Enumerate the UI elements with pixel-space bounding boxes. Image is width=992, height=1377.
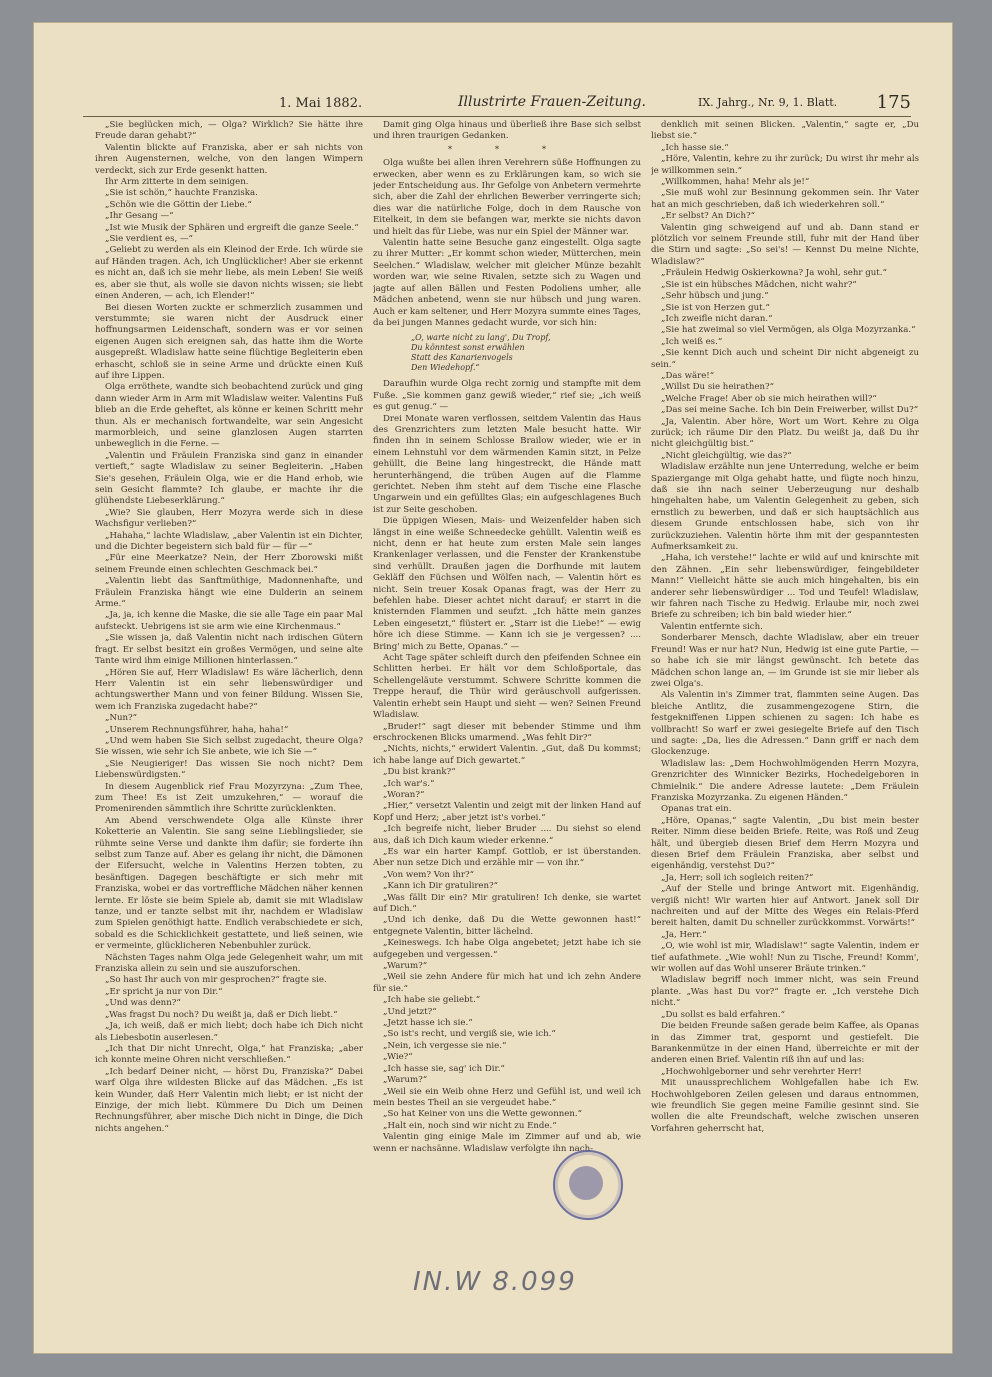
paragraph: „Und ich denke, daß Du die Wette gewonnen hast!“ entgegnete Valentin, bitter lächelnd.: [373, 915, 641, 937]
paragraph: „Ja, Herr.“: [661, 929, 707, 940]
paragraph: Die beiden Freunde saßen gerade beim Kaffee, als Opanas in das Zimmer trat, gespornt und gestiefelt. Die Barankenmütze in der einen Hand, überreichte er mit der anderen einen Brief. Valentin riß ihn auf und las:: [651, 1021, 919, 1066]
page-number: 175: [876, 92, 911, 113]
paragraph: „Valentin und Fräulein Franziska sind ganz in einander vertieft,“ sagte Wladislaw zu seiner Begleiterin. „Haben Sie's gesehen, Fräulein Olga, wie er die Hand erhob, wie sein Gesicht flammte? Ich glaube, er machte ihr die glühendste Liebeserklärung.“: [95, 450, 363, 507]
newspaper-title: Illustrirte Frauen-Zeitung.: [458, 94, 646, 110]
paragraph: „So hast Ihr auch von mir gesprochen?“ fragte sie.: [105, 975, 327, 986]
issue-date: 1. Mai 1882.: [279, 96, 363, 111]
paragraph: Drei Monate waren verflossen, seitdem Valentin das Haus des Grenzrichters zum letzten Male besucht hatte. Wir finden ihn in seinem Schlosse Brailow wieder, wie er in einem Lehnstuhl vor dem wärmenden Kamin sitzt, in Pelze gehüllt, die Beine lang hingestreckt, die Hände matt herunterhängend, die trüben Augen auf die Flamme gerichtet. Neben ihm steht auf dem Tische eine Flasche Ungarwein und ein gefülltes Glas; ein aufgeschlagenes Buch ist zur Seite geschoben.: [373, 413, 641, 515]
paragraph: Am Abend verschwendete Olga alle Künste ihrer Koketterie an Valentin. Sie sang seine Lieblingslieder, sie rühmte seine Verse und dankte ihm dafür; sie forderte ihn selbst zum Tanze auf. Aber es gelang ihr nicht, die Dämonen der Eifersucht, welche in Valentins Herzen tobten, zu besänftigen. Dagegen beschäftigte er sich mehr mit Franziska, wobei er das vortreffliche Mädchen näher kennen lernte. Er löste sie beim Spiele ab, damit sie mit Wladislaw tanze, und er tanzte selbst mit ihr, nachdem er Wladislaw zum Spielen genöthigt hatte. Endlich verabschiedete er sich, sobald es die Schicklichkeit gestattete, und ließ seinen, wie er vermeinte, glücklicheren Nebenbuhler zurück.: [95, 815, 363, 952]
paragraph: „Von wem? Von ihr?“: [383, 869, 475, 880]
page-header: [83, 94, 911, 117]
paragraph: „Nicht gleichgültig, wie das?“: [661, 450, 792, 461]
paragraph: „Welche Frage! Aber ob sie mich heirathen will?“: [661, 393, 877, 404]
paragraph: „Für eine Meerkatze? Nein, der Herr Zborowski mißt seinem Freunde einen schlechten Geschmack bei.“: [95, 553, 363, 575]
paragraph: „Sie ist von Herzen gut.“: [661, 302, 770, 313]
paragraph: „Sie Neugieriger! Das wissen Sie noch nicht? Dem Liebenswürdigsten.“: [95, 758, 363, 781]
paragraph: „Unserem Rechnungsführer, haha, haha!“: [105, 724, 289, 735]
paragraph: „Und wem haben Sie Sich selbst zugedacht, theure Olga? Sie wissen, wie sehr ich Sie anbete, wie ich Sie —“: [95, 735, 363, 758]
paragraph: „Sie hat zweimal so viel Vermögen, als Olga Mozyrzanka.“: [661, 325, 916, 336]
paragraph: Wladislaw begriff noch immer nicht, was sein Freund plante. „Was hast Du vor?“ fragte er. „Ich verstehe Dich nicht.“: [651, 975, 919, 1009]
paragraph: „Willst Du sie heirathen?“: [661, 382, 775, 393]
paragraph: „Jetzt hasse ich sie.“: [383, 1018, 473, 1029]
paragraph: „Ja, ja, ich kenne die Maske, die sie alle Tage ein paar Mal aufsteckt. Uebrigens ist sie arm wie eine Kirchenmaus.“: [95, 610, 363, 632]
paragraph: „Er spricht ja nur von Dir.“: [105, 986, 223, 997]
paragraph: „Er selbst? An Dich?“: [661, 211, 755, 222]
poem: [411, 333, 641, 373]
paragraph: Bei diesen Worten zuckte er schmerzlich zusammen und verstummte; sie waren nicht der Ausdruck einer hoffnungsarmen Leidenschaft, sondern was er vor seinen eigenen Augen sich ereignen sah, das hatte ihm die Worte ausgepreßt. Wladislaw hatte seine flüchtige Begleiterin eben erhascht, schloß sie in seine Arme und drückte einen Kuß auf ihre Lippen.: [95, 302, 363, 381]
paragraph: „Keineswegs. Ich habe Olga angebetet; jetzt habe ich sie aufgegeben und vergessen.“: [373, 938, 641, 960]
paragraph: „Du bist krank?“: [383, 767, 456, 778]
paragraph: „Sie kennt Dich auch und scheint Dir nicht abgeneigt zu sein.“: [651, 348, 919, 370]
paragraph: „Warum?“: [383, 1075, 428, 1086]
paragraph: Wladislaw las: „Dem Hochwohlmögenden Herrn Mozyra, Grenzrichter des Winnicker Bezirks, Hochedelgeboren in Chmielnik.“ Die andere Adresse lautete: „Dem Fräulein Franziska Mozyrzanka. Zu eigenen Händen.“: [651, 758, 919, 803]
paragraph: Valentin entfernte sich.: [661, 621, 763, 632]
text-column-2: [373, 120, 641, 1220]
paragraph: „Weil sie zehn Andere für mich hat und ich zehn Andere für sie.“: [373, 972, 641, 994]
paragraph: „Was fragst Du noch? Du weißt ja, daß er Dich liebt.“: [105, 1009, 338, 1020]
paragraph: „Höre, Valentin, kehre zu ihr zurück; Du wirst ihr mehr als je willkommen sein.“: [651, 154, 919, 176]
paragraph: „Ich weiß es.“: [661, 336, 723, 347]
paragraph: „Das wäre!“: [661, 370, 715, 381]
paragraph: Valentin ging schweigend auf und ab. Dann stand er plötzlich vor seinem Freunde still, fuhr mit der Hand über die Stirn und sagte: „So sei's! — Kennst Du meine Nichte, Wladislaw?“: [651, 222, 919, 267]
issue-info: IX. Jahrg., Nr. 9, 1. Blatt.: [698, 96, 838, 109]
paragraph: „Es war ein harter Kampf. Gottlob, er ist überstanden. Aber nun setze Dich und erzähle mir — von ihr.“: [373, 846, 641, 869]
paragraph: Sonderbarer Mensch, dachte Wladislaw, aber ein treuer Freund! Was er nur hat? Nun, Hedwig ist eine gute Partie, — so habe ich sie mir längst gewünscht. Ich betete das Mädchen schon lange an, — im Grunde ist sie mir lieber als zwei Olga's.: [651, 633, 919, 689]
paragraph: „Sie verdient es, —“: [105, 234, 193, 245]
poem-line: Statt des Kanarienvogels: [411, 353, 513, 363]
paragraph: „Ja, Herr; soll ich sogleich reiten?“: [661, 872, 814, 883]
text-column-3: [651, 120, 919, 1190]
paragraph: „Wie? Sie glauben, Herr Mozyra werde sich in diese Wachsfigur verlieben?“: [95, 507, 363, 530]
paragraph: „Hochwohlgeborner und sehr verehrter Herr!: [661, 1066, 862, 1077]
paragraph: Valentin blickte auf Franziska, aber er sah nichts von ihren Augensternen, welche, von den langen Wimpern verdeckt, sich zur Erde gesenkt hatten.: [95, 142, 363, 176]
paragraph: „Auf der Stelle und bringe Antwort mit. Eigenhändig, vergiß nicht! Wir warten hier auf Antwort. Janek soll Dir nachreiten und auf der Mitte des Weges ein Relais-Pferd bereit halten, damit Du schneller zurückkommst. Vorwärts!“: [651, 884, 919, 929]
paragraph: „Weil sie ein Weib ohne Herz und Gefühl ist, und weil ich mein bestes Theil an sie vergeudet habe.“: [373, 1086, 641, 1108]
paragraph: Wladislaw erzählte nun jene Unterredung, welche er beim Spaziergange mit Olga gehabt hatte, und fügte noch hinzu, daß sie ihn nach seiner Ueberzeugung nur deshalb hingehalten habe, um Valentin Gelegenheit zu geben, sich ernstlich zu bewerben, und daß er sich hauptsächlich aus diesem Grunde entschlossen habe, sich von ihr zurückzuziehen. Valentin hörte ihm mit der gespanntesten Aufmerksamkeit zu.: [651, 462, 919, 553]
paragraph: „Ihr Gesang —“: [105, 211, 174, 222]
paragraph: „Kann ich Dir gratuliren?“: [383, 881, 499, 892]
paragraph: „Nein, ich vergesse sie nie.“: [383, 1040, 507, 1051]
paragraph: „Valentin liebt das Sanftmüthige, Madonnenhafte, und Fräulein Franziska hängt wie eine Dulderin an seinem Arme.“: [95, 576, 363, 610]
paragraph: Valentin hatte seine Besuche ganz eingestellt. Olga sagte zu ihrer Mutter: „Er kommt schon wieder, Mütterchen, mein Seelchen.“ Wladislaw, welcher mit gleicher Münze bezahlt worden war, wie seine Rivalen, setzte sich zu Wagen und jagte auf allen Bällen und Festen Podoliens umher, alle Mädchen anbetend, wenn sie nur hübsch und jung waren. Auch er kam seltener, und Herr Mozyra summte eines Tages, da bei jungen Mannes gedacht wurde, vor sich hin:: [373, 238, 641, 328]
paragraph: „Und jetzt?“: [383, 1006, 437, 1017]
paragraph: „Warum?“: [383, 961, 428, 972]
paragraph: „Ich hasse sie, sag' ich Dir.“: [383, 1063, 505, 1074]
paragraph: „Und was denn?“: [105, 998, 181, 1009]
paragraph: Valentin ging einige Male im Zimmer auf und ab, wie wenn er nachsänne. Wladislaw verfolgte ihn nach-: [373, 1132, 641, 1154]
paragraph: Daraufhin wurde Olga recht zornig und stampfte mit dem Fuße. „Sie kommen ganz gewiß wieder,“ rief sie; „ich weiß es gut genug.“ —: [373, 379, 641, 413]
paragraph: Acht Tage später schleift durch den pfeifenden Schnee ein Schlitten herbei. Er hält vor dem Schloßportale, das Schellengeläute verstummt. Schwere Schritte kommen die Treppe herauf, die Thür wird geräuschvoll aufgerissen. Valentin erhebt sein Haupt und sieht — wen? Seinen Freund Wladislaw.: [373, 653, 641, 721]
paragraph: In diesem Augenblick rief Frau Mozyrzyna: „Zum Thee, zum Thee! Es ist Zeit umzukehren,“ — worauf die Promenirenden sämmtlich ihre Schritte zurücklenkten.: [95, 781, 363, 815]
paragraph: „Sehr hübsch und jung.“: [661, 291, 769, 302]
paragraph: „Sie muß wohl zur Besinnung gekommen sein. Ihr Vater hat an mich geschrieben, daß ich wiederkehren soll.“: [651, 188, 919, 210]
paragraph: Mit unaussprechlichem Wohlgefallen habe ich Ew. Hochwohlgeboren Zeilen gelesen und daraus entnommen, wie freundlich Sie gegen meine Familie gesinnt sind. Sie wollen die alte Freundschaft, welche zwischen unseren Vorfahren geherrscht hat,: [651, 1078, 919, 1134]
paragraph: „Hier,“ versetzt Valentin und zeigt mit der linken Hand auf Kopf und Herz; „aber jetzt ist's vorbei.“: [373, 801, 641, 823]
paragraph: „Ich zweifle nicht daran.“: [661, 313, 773, 324]
paragraph: „Ich begreife nicht, lieber Bruder .... Du siehst so elend aus, daß ich Dich kaum wieder erkenne.“: [373, 824, 641, 846]
paragraph: „Geliebt zu werden als ein Kleinod der Erde. Ich würde sie auf Händen tragen. Ach, ich Unglücklicher! Aber sie erkennt es nicht an, daß ich sie mehr liebe, als mein Leben! Sie weiß es, aber sie thut, als wolle sie davon nichts wissen; sie liebt einen Anderen, — ach, ich Elender!“: [95, 245, 363, 302]
paragraph: „So ist's recht, und vergiß sie, wie ich.“: [383, 1029, 556, 1040]
paragraph: „Halt ein, noch sind wir nicht zu Ende.“: [383, 1120, 557, 1131]
paragraph: Als Valentin in's Zimmer trat, flammten seine Augen. Das bleiche Antlitz, die zusammengezogene Stirn, die festgekniffenen Lippen schienen zu sagen: Ich habe es vollbracht! So warf er zwei gesiegelte Briefe auf den Tisch und sagte: „Da, lies die Adressen.“ Dann griff er nach dem Glockenzuge.: [651, 690, 919, 758]
paragraph: „Willkommen, haha! Mehr als je!“: [661, 177, 810, 188]
paragraph: Ihr Arm zitterte in dem seinigen.: [105, 177, 249, 188]
paragraph: „Ich habe sie geliebt.“: [383, 995, 481, 1006]
section-divider: * * *: [447, 144, 567, 155]
paragraph: „Fräulein Hedwig Oskierkowna? Ja wohl, sehr gut.“: [661, 268, 887, 279]
paragraph: „Ja, ich weiß, daß er mich liebt; doch habe ich Dich nicht als Liebesbotin auserlesen.“: [95, 1021, 363, 1043]
paragraph: „Hören Sie auf, Herr Wladislaw! Es wäre lächerlich, denn Herr Valentin ist ein sehr liebenswürdiger und achtungswerther Mann und von feiner Bildung. Wissen Sie, wem ich Franziska zugedacht habe?“: [95, 667, 363, 712]
paragraph: „Ich that Dir nicht Unrecht, Olga,“ hat Franziska; „aber ich konnte meine Ohren nicht verschließen.“: [95, 1043, 363, 1066]
newspaper-page: [33, 22, 953, 1354]
paragraph: Opanas trat ein.: [661, 804, 732, 815]
poem-line: „O, warte nicht zu lang', Du Tropf,: [411, 333, 551, 343]
paragraph: „Du sollst es bald erfahren.“: [661, 1009, 786, 1020]
paragraph: „Nichts, nichts,“ erwidert Valentin. „Gut, daß Du kommst; ich habe lange auf Dich gewartet.“: [373, 744, 641, 766]
paragraph: „Sie wissen ja, daß Valentin nicht nach irdischen Gütern fragt. Er selbst besitzt ein großes Vermögen, und seine alte Tante wird ihm einige Millionen hinterlassen.“: [95, 633, 363, 667]
paragraph: „Ich bedarf Deiner nicht, — hörst Du, Franziska?“ Dabei warf Olga ihre wildesten Blicke auf das Mädchen. „Es ist kein Wunder, daß Herr Valentin mich liebt; er ist nicht der Einzige, der mich liebt. Kümmere Du Dich um Deinen Rechnungsführer, aber mische Dich nicht in Dinge, die Dich nichts angehen.“: [95, 1066, 363, 1134]
archive-number: IN.W 8.099: [413, 1267, 577, 1297]
paragraph: „Woran?“: [383, 789, 425, 800]
paragraph: „Sie beglücken mich, — Olga? Wirklich? Sie hätte ihre Freude daran gehabt?“: [95, 120, 363, 142]
paragraph: denklich mit seinen Blicken. „Valentin,“ sagte er, „Du liebst sie.“: [651, 120, 919, 142]
paragraph: Die üppigen Wiesen, Mais- und Weizenfelder haben sich längst in eine weiße Schneedecke gehüllt. Valentin weiß es nicht, denn er hat heute zum ersten Male sein langes Krankenlager verlassen, und die Fenster der Krankenstube sind verhüllt. Draußen jagen die Dorfhunde mit lautem Gekläff den Füchsen und Wölfen nach, — Valentin hört es nicht. Sein treuer Kosak Opanas fragt, was der Herr zu befehlen habe. Dieser achtet nicht darauf; er starrt in die knisternden Flammen und seufzt. „Ich hätte mein ganzes Leben eingesetzt,“ flüstert er. „Starr ist die Liebe!“ — ewig höre ich diese Stimme. — Kann ich sie je vergessen? .... Bring' mich zu Bette, Opanas.“ —: [373, 516, 641, 652]
poem-line: Du könntest sonst erwählen: [411, 343, 525, 353]
paragraph: „Nun?“: [105, 713, 138, 724]
paragraph: „Ist wie Musik der Sphären und ergreift die ganze Seele.“: [105, 222, 359, 233]
paragraph: „Sie ist ein hübsches Mädchen, nicht wahr?“: [661, 279, 857, 290]
paragraph: „Ja, Valentin. Aber höre, Wort um Wort. Kehre zu Olga zurück; ich räume Dir den Platz. Du weißt ja, daß Du ihr nicht gleichgültig bist.“: [651, 416, 919, 450]
paragraph: „Ich war's.“: [383, 778, 435, 789]
paragraph: Olga erröthete, wandte sich beobachtend zurück und ging dann wieder Arm in Arm mit Wladislaw weiter. Valentins Fuß blieb an die Erde geheftet, als könne er keinen Schritt mehr thun. Als er mechanisch fortwandelte, war sein Angesicht marmorbleich, und seine glanzlosen Augen starrten unbeweglich in die Ferne. —: [95, 382, 363, 450]
paragraph: „O, wie wohl ist mir, Wladislaw!“ sagte Valentin, indem er tief aufathmete. „Wie wohl! Nun zu Tische, Freund! Komm', wir wollen auf das Wohl unserer Bräute trinken.“: [651, 941, 919, 975]
paragraph: „Höre, Opanas,“ sagte Valentin, „Du bist mein bester Reiter. Nimm diese beiden Briefe. Reite, was Roß und Zeug hält, und übergieb diesen Brief dem Herrn Mozyra und diesen Brief dem Fräulein Franziska, aber selbst und eigenhändig, verstehst Du?“: [651, 815, 919, 872]
library-stamp: [553, 1150, 623, 1220]
paragraph: „Haha, ich verstehe!“ lachte er wild auf und knirschte mit den Zähnen. „Ein sehr liebenswürdiger, feingebildeter Mann!“ Vielleicht hätte sie auch mich hingehalten, bis ein anderer sehr liebenswürdiger ... Tod und Teufel! Wladislaw, wir fahren nach Tische zu Hedwig. Erlaube mir, noch zwei Briefe zu schreiben; ich bin bald wieder hier.“: [651, 553, 919, 621]
paragraph: „Sie ist schön,“ hauchte Franziska.: [105, 188, 258, 199]
paragraph: „Schön wie die Göttin der Liebe.“: [105, 199, 252, 210]
paragraph: „Was fällt Dir ein? Mir gratuliren! Ich denke, sie wartet auf Dich.“: [373, 892, 641, 914]
paragraph: „Ich hasse sie.“: [661, 142, 729, 153]
paragraph: „Das sei meine Sache. Ich bin Dein Freiwerber, willst Du?“: [661, 405, 919, 416]
poem-line: Den Wiedehopf.“: [411, 363, 480, 373]
paragraph: „Wie?“: [383, 1052, 413, 1063]
paragraph: „Hahaha,“ lachte Wladislaw, „aber Valentin ist ein Dichter, und die Dichter begeistern sich bald für — für —“: [95, 530, 363, 553]
text-column-1: [95, 120, 363, 1220]
paragraph: „So hat Keiner von uns die Wette gewonnen.“: [383, 1109, 583, 1120]
paragraph: Damit ging Olga hinaus und überließ ihre Base sich selbst und ihren traurigen Gedanken.: [373, 120, 641, 142]
paragraph: „Bruder!“ sagt dieser mit bebender Stimme und ihm erschrockenen Blicks umarmend. „Was fehlt Dir?“: [373, 721, 641, 743]
paragraph: Nächsten Tages nahm Olga jede Gelegenheit wahr, um mit Franziska allein zu sein und sie auszuforschen.: [95, 952, 363, 975]
paragraph: Olga wußte bei allen ihren Verehrern süße Hoffnungen zu erwecken, aber wenn es zu Erklärungen kam, so wich sie jeder Entscheidung aus. Ihr Gefolge von Anbetern vermehrte sich, aber die Zahl der ehrlichen Bewerber verringerte sich; dies war die natürliche Folge, doch in dem Rausche von Eitelkeit, in dem sie befangen war, merkte sie nichts davon und hielt das für Liebe, was nur ein Spiel der Männer war.: [373, 158, 641, 237]
